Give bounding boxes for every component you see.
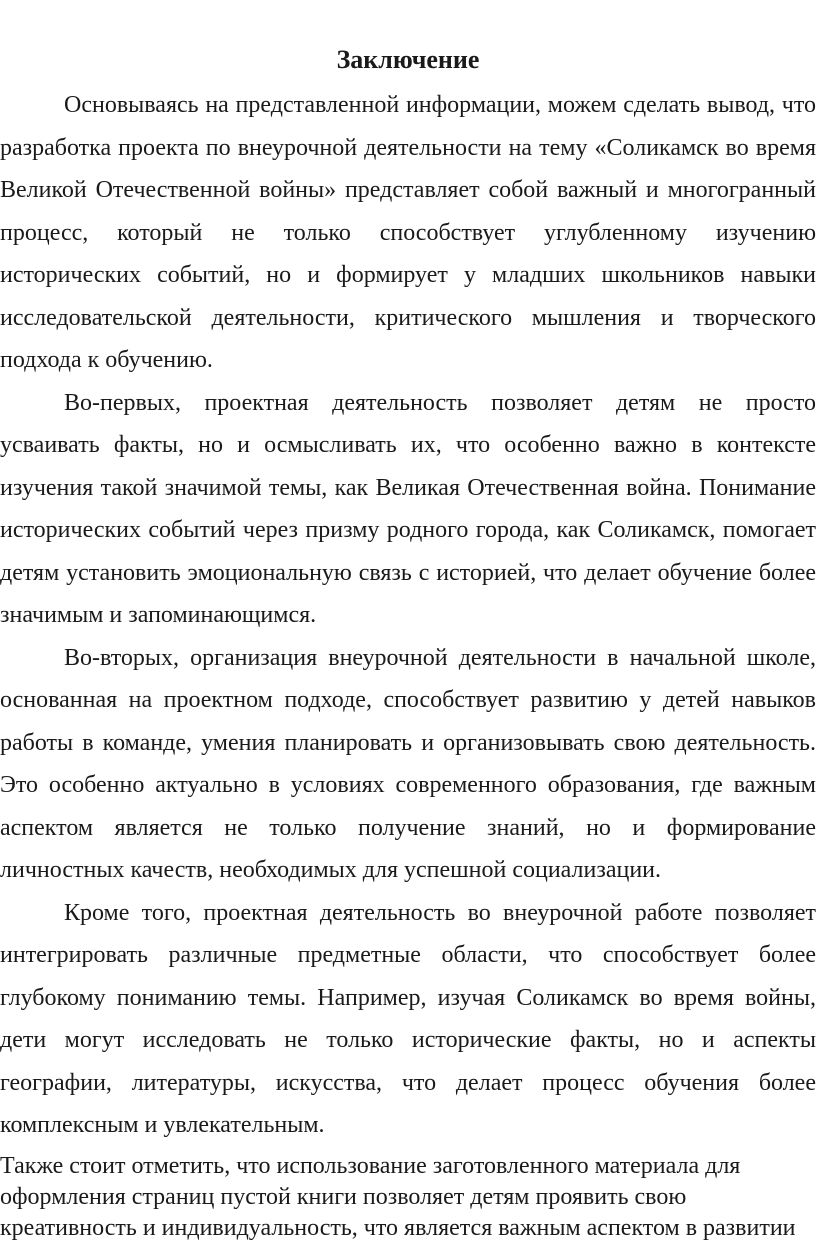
paragraph-3: Во-вторых, организация внеурочной деятельности в начальной школе, основанная на проектном подходе, способствует развитию у детей навыков работы в команде, умения планировать и организовывать свою деятельность. Это особенно актуально в условиях современного образования, где важным аспектом является не только получение знаний, но и формирование личностных качеств, необходимых для успешной социализации.: [0, 644, 816, 883]
paragraph-4: Кроме того, проектная деятельность во внеурочной работе позволяет интегрировать различные предметные области, что способствует более глубокому пониманию темы. Например, изучая Соликамск во время войны, дети могут исследовать не только исторические факты, но и аспекты географии, литературы, искусства, что делает процесс обучения более комплексным и увлекательным.: [0, 899, 816, 1138]
paragraph-2: Во-первых, проектная деятельность позволяет детям не просто усваивать факты, но и осмысливать их, что особенно важно в контексте изучения такой значимой темы, как Великая Отечественная война. Понимание исторических событий через призму родного города, как Соликамск, помогает детям установить эмоциональную связь с историей, что делает обучение более значимым и запоминающимся.: [0, 389, 816, 628]
paragraph-5: Также стоит отметить, что использование заготовленного материала для оформления страниц пустой книги позволяет детям проявить свою креативность и индивидуальность, что является важным аспектом в развитии: [0, 1152, 796, 1241]
page-title: Заключение: [336, 45, 480, 74]
document-body: [0, 84, 816, 1244]
paragraph-1: Основываясь на представленной информации, можем сделать вывод, что разработка проекта по внеурочной деятельности на тему «Соликамск во время Великой Отечественной войны» представляет собой важный и многогранный процесс, который не только способствует углубленному изучению исторических событий, но и формирует у младших школьников навыки исследовательской деятельности, критического мышления и творческого подхода к обучению.: [0, 92, 816, 373]
